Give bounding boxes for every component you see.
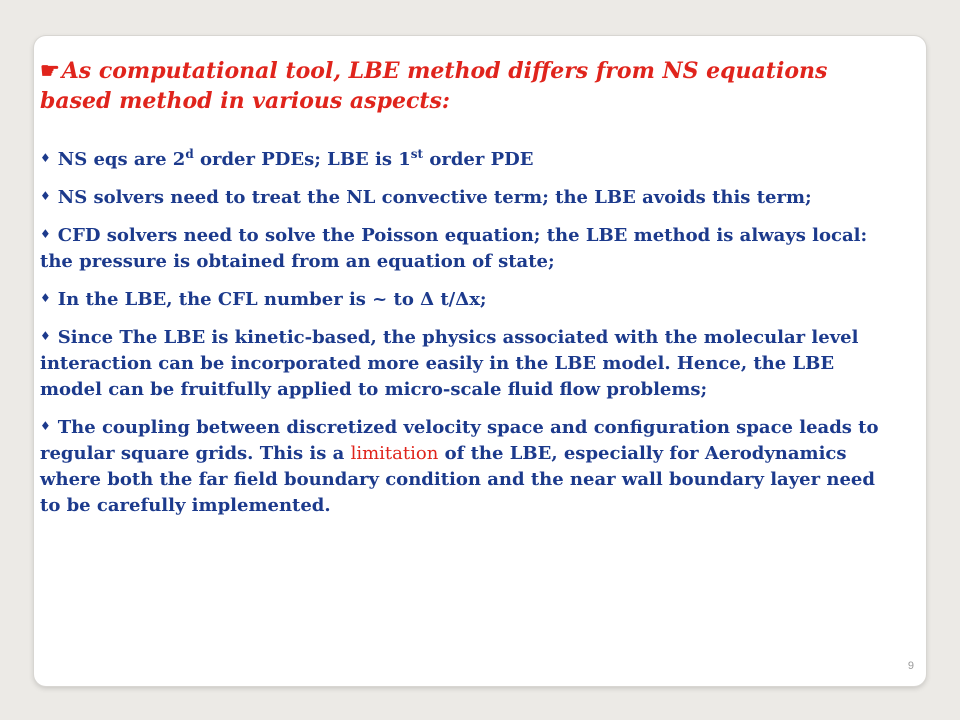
bullet-list [40, 145, 900, 529]
bullet-item-cfl [40, 285, 900, 313]
superscript: d [185, 147, 194, 161]
headline-text: As computational tool, LBE method differs from NS equations based method in various aspects: [40, 58, 828, 114]
bullet-text: The coupling between discretized velocity space and configuration space leads to regular square grids. This is a [40, 417, 879, 464]
page-number: 9 [907, 660, 914, 672]
superscript: st [410, 147, 424, 161]
limitation-highlight: limitation [350, 443, 439, 464]
bullet-text: order PDEs; LBE is 1 [193, 149, 411, 170]
bullet-item-convective [40, 183, 900, 211]
diamond-bullet-icon: ♦ [40, 227, 51, 241]
bullet-item-coupling [40, 413, 900, 519]
diamond-bullet-icon: ♦ [40, 419, 51, 433]
bullet-text: CFD solvers need to solve the Poisson equation; the LBE method is always local: the pressure is obtained from an equation of state; [40, 225, 868, 272]
bullet-item-kinetic [40, 323, 900, 403]
bullet-text: of the LBE, especially for Aerodynamics where both the far field boundary condition and the near wall boundary layer need to be carefully implemented. [40, 443, 875, 516]
slide-headline [40, 56, 900, 116]
bullet-item-order [40, 145, 900, 173]
bullet-text: order PDE [423, 149, 534, 170]
bullet-item-poisson [40, 221, 900, 275]
bullet-text: NS solvers need to treat the NL convective term; the LBE avoids this term; [57, 187, 812, 208]
bullet-text: NS eqs are 2 [57, 149, 186, 170]
bullet-text: In the LBE, the CFL number is ~ to Δ t/Δx; [57, 289, 487, 310]
pointing-hand-icon: ☛ [40, 58, 60, 84]
diamond-bullet-icon: ♦ [40, 151, 51, 165]
bullet-text: Since The LBE is kinetic-based, the physics associated with the molecular level interaction can be incorporated more easily in the LBE model. Hence, the LBE model can be fruitfully applied to micro-scale fluid flow problems; [40, 327, 859, 400]
diamond-bullet-icon: ♦ [40, 329, 51, 343]
diamond-bullet-icon: ♦ [40, 291, 51, 305]
diamond-bullet-icon: ♦ [40, 189, 51, 203]
